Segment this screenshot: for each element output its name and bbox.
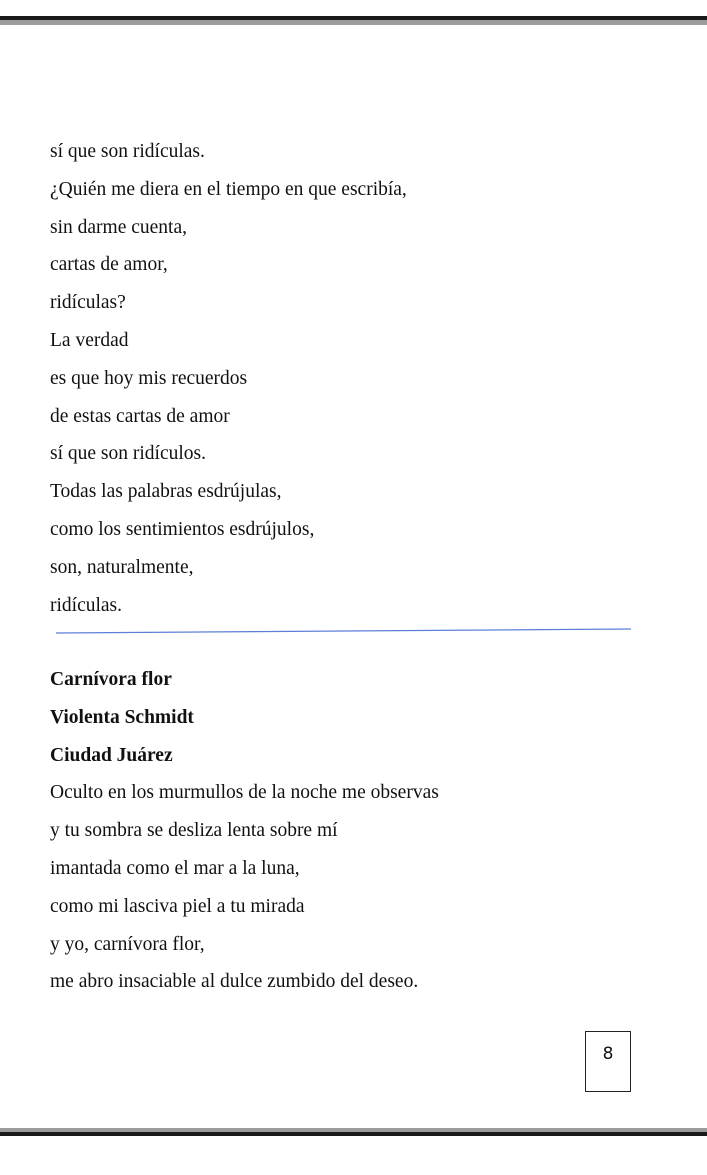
poem-line: como los sentimientos esdrújulos, xyxy=(50,518,315,540)
header-rule xyxy=(0,16,707,25)
poem-line: cartas de amor, xyxy=(50,254,168,276)
footer-rule xyxy=(0,1128,707,1136)
section-divider xyxy=(0,620,707,640)
poem-line: Oculto en los murmullos de la noche me observas xyxy=(50,782,439,804)
poem-line: es que hoy mis recuerdos xyxy=(50,367,248,389)
poem-line: sin darme cuenta, xyxy=(50,216,187,238)
poem-line: son, naturalmente, xyxy=(50,556,194,578)
poem-line: y yo, carnívora flor, xyxy=(50,933,205,955)
poem-line: ridículas? xyxy=(50,292,126,314)
poem-line: sí que son ridículas. xyxy=(50,141,205,162)
poem-city: Ciudad Juárez xyxy=(50,744,173,766)
poem-line: sí que son ridículos. xyxy=(50,443,206,465)
poem-line: ¿Quién me diera en el tiempo en que escribía, xyxy=(50,178,407,200)
poem-line: La verdad xyxy=(50,329,129,351)
poem-line: de estas cartas de amor xyxy=(50,405,230,427)
poem-carnivora-flor xyxy=(50,661,439,1001)
poem-line: y tu sombra se desliza lenta sobre mí xyxy=(50,820,338,842)
poem-line: imantada como el mar a la luna, xyxy=(50,857,300,879)
poem-line: Todas las palabras esdrújulas, xyxy=(50,481,282,503)
poem-line: como mi lasciva piel a tu mirada xyxy=(50,895,305,917)
poem-continued xyxy=(50,133,407,624)
poem-line: me abro insaciable al dulce zumbido del deseo. xyxy=(50,971,419,993)
page-number: 8 xyxy=(585,1031,631,1092)
poem-line: ridículas. xyxy=(50,594,123,616)
poem-title: Carnívora flor xyxy=(50,669,172,690)
poem-author: Violenta Schmidt xyxy=(50,706,194,728)
